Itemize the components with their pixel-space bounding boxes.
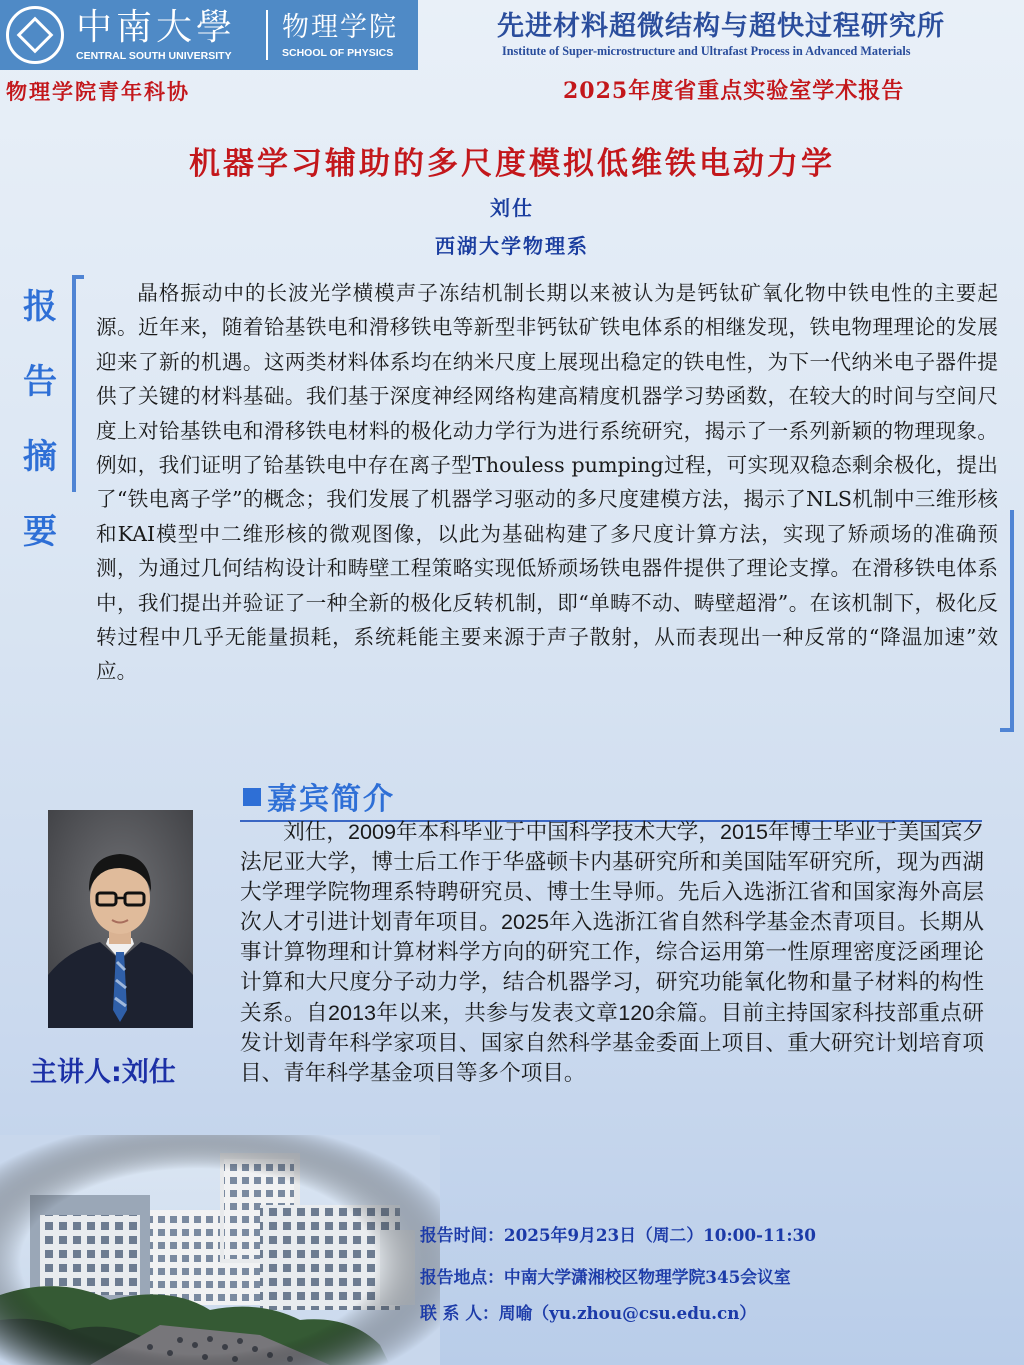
report-series: 2025年度省重点实验室学术报告 [563, 78, 905, 104]
speaker-label: 主讲人:刘仕 [30, 1057, 176, 1088]
logo-divider [266, 10, 268, 60]
university-name [76, 8, 252, 62]
association-name: 物理学院青年科协 [6, 79, 190, 104]
talk-title: 机器学习辅助的多尺度模拟低维铁电动力学 [189, 146, 835, 182]
abstract-label [18, 270, 62, 570]
contact-info: 联 系 人：周喻（yu.zhou@csu.edu.cn） [420, 1303, 757, 1323]
school-name-cn: 物理学院 [282, 12, 398, 43]
school-name-en: SCHOOL OF PHYSICS [282, 47, 394, 59]
institute-name-cn: 先进材料超微结构与超快过程研究所 [497, 11, 945, 42]
intro-heading-text: 嘉宾简介 [267, 782, 395, 817]
abstract-label-char: 报 [23, 287, 57, 327]
university-logo [0, 0, 418, 70]
speaker-photo [48, 810, 193, 1028]
abstract-bracket-left [72, 275, 84, 492]
abstract-label-char: 告 [23, 362, 57, 402]
university-seal-icon [6, 6, 64, 64]
institute-name-en: Institute of Super-microstructure and Ultrafast Process in Advanced Materials [502, 44, 911, 58]
talk-location: 报告地点：中南大学潇湘校区物理学院345会议室 [420, 1267, 791, 1287]
abstract-text: 晶格振动中的长波光学横模声子冻结机制长期以来被认为是钙钛矿氧化物中铁电性的主要起源。近年来，随着铪基铁电和滑移铁电等新型非钙钛矿铁电体系的相继发现，铁电物理理论的发展迎来了新的机遇。这两类材料体系均在纳米尺度上展现出稳定的铁电性，为下一代纳米电子器件提供了关键的材料基础。我们基于深度神经网络构建高精度机器学习势函数，在较大的时间与空间尺度上对铪基铁电和滑移铁电材料的极化动力学行为进行系统研究，揭示了一系列新颖的物理现象。例如，我们证明了铪基铁电中存在离子型Thouless pumping过程，可实现双稳态剩余极化，提出了“铁电离子学”的概念；我们发展了机器学习驱动的多尺度建模方法，揭示了NLS机制中三维形核和KAI模型中二维形核的微观图像，以此为基础构建了多尺度计算方法，实现了矫顽场的准确预测，为通过几何结构设计和畴壁工程策略实现低矫顽场铁电器件提供了理论支撑。在滑移铁电体系中，我们提出并验证了一种全新的极化反转机制，即“单畴不动、畴壁超滑”。在该机制下，极化反转过程中几乎无能量损耗，系统耗能主要来源于声子散射，从而表现出一种反常的“降温加速”效应。 [96, 281, 998, 684]
school-name [282, 11, 398, 59]
speaker-bio: 刘仕，2009年本科毕业于中国科学技术大学，2015年博士毕业于美国宾夕法尼亚大学，博士后工作于华盛顿卡内基研究所和美国陆军研究所，现为西湖大学理学院物理系特聘研究员、博士生导师。先后入选浙江省和国家海外高层次人才引进计划青年项目。2025年入选浙江省自然科学基金杰青项目。长期从事计算物理和计算材料学方向的研究工作，综合运用第一性原理密度泛函理论计算和大尺度分子动力学，结合机器学习，研究功能氧化物和量子材料的构性关系。自2013年以来，共参与发表文章120余篇。目前主持国家科技部重点研发计划青年科学家项目、国家自然科学基金委面上项目、重大研究计划培育项目、青年科学基金项目等多个项目。 [240, 819, 984, 1085]
university-name-en: CENTRAL SOUTH UNIVERSITY [76, 50, 232, 62]
abstract-label-char: 要 [23, 512, 57, 552]
campus-building-photo [0, 1135, 440, 1365]
intro-heading [240, 774, 982, 822]
speaker-name: 刘仕 [490, 196, 534, 220]
talk-time: 报告时间：2025年9月23日（周二）10:00-11:30 [420, 1225, 816, 1245]
university-name-cn: 中南大學 [76, 7, 237, 48]
abstract-label-char: 摘 [23, 437, 57, 477]
speaker-affiliation: 西湖大学物理系 [435, 234, 589, 258]
square-bullet-icon [243, 788, 261, 806]
abstract-bracket-right [1000, 510, 1014, 732]
